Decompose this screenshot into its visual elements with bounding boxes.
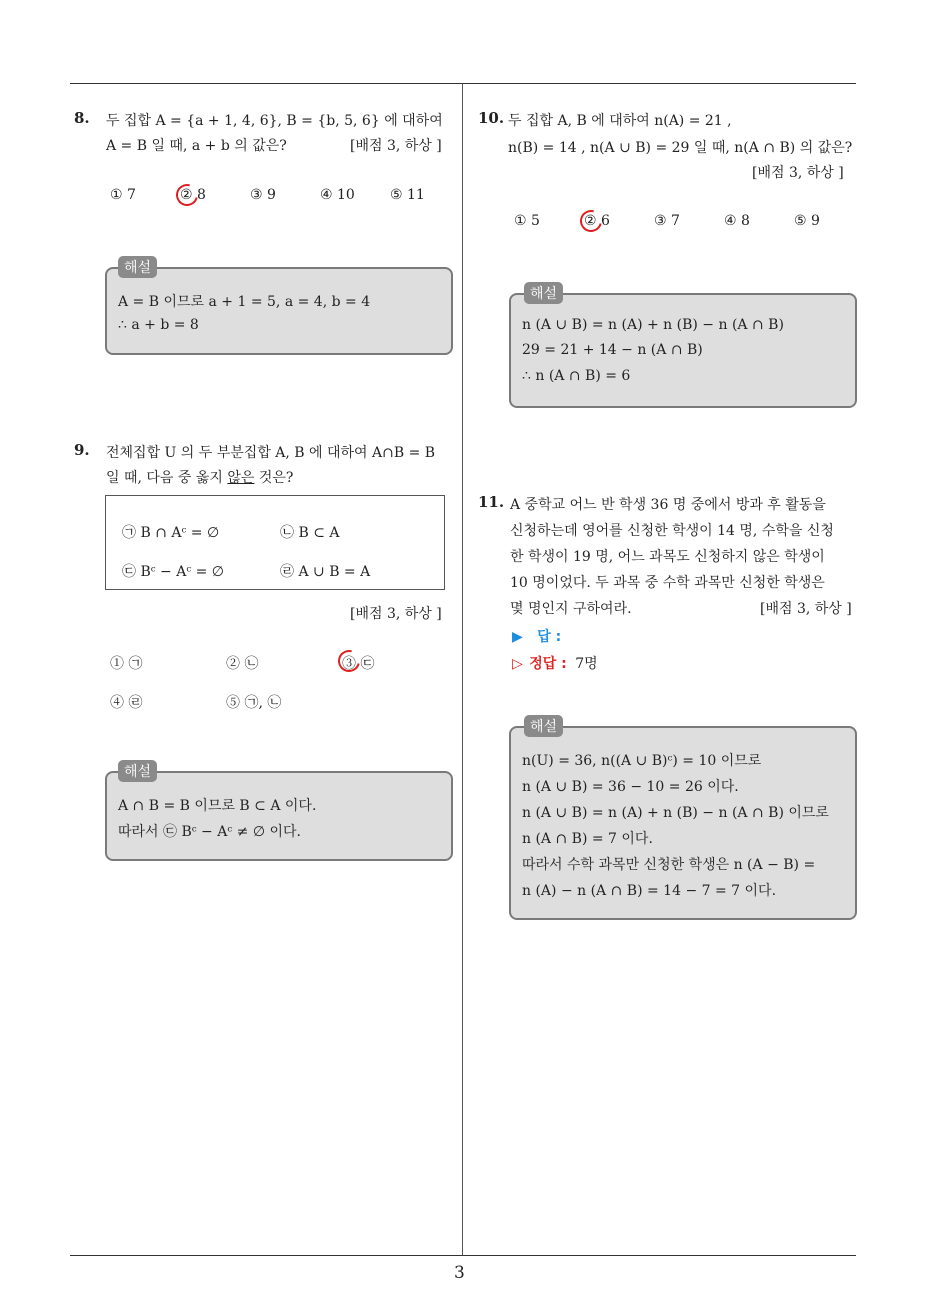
- q8-number: 8.: [74, 109, 90, 127]
- q9-line2-a: 일 때, 다음 중 옳지: [106, 470, 228, 486]
- q11-line3: 한 학생이 19 명, 어느 과목도 신청하지 않은 학생이: [510, 549, 825, 565]
- q9-number: 9.: [74, 441, 90, 459]
- q10-number: 10.: [478, 109, 505, 127]
- q9-choice-4[interactable]: ④ ㉣: [110, 695, 143, 711]
- bottom-rule: [70, 1255, 856, 1256]
- q8-choice-4[interactable]: ④ 10: [320, 187, 355, 203]
- q11-line1: A 중학교 어느 반 학생 36 명 중에서 방과 후 활동을: [510, 497, 826, 513]
- q10-solution-line3: ∴ n (A ∩ B) = 6: [522, 368, 631, 384]
- q10-score: [배점 3, 하상 ]: [752, 165, 844, 181]
- q9-box-item-3: ㉢ Bᶜ − Aᶜ = ∅: [122, 564, 224, 580]
- page-number: 3: [454, 1263, 465, 1283]
- q11-line2: 신청하는데 영어를 신청한 학생이 14 명, 수학을 신청: [510, 523, 834, 539]
- q9-choice-3[interactable]: ③ ㉢: [342, 656, 375, 672]
- q8-score: [배점 3, 하상 ]: [350, 138, 442, 154]
- q9-choice-1[interactable]: ① ㉠: [110, 656, 143, 672]
- q11-correct-label: 정답 :: [529, 656, 567, 672]
- q9-box-item-2: ㉡ B ⊂ A: [280, 525, 340, 541]
- q10-line1: 두 집합 A, B 에 대하여 n(A) = 21 ,: [508, 113, 732, 129]
- q9-score: [배점 3, 하상 ]: [350, 606, 442, 622]
- q10-choice-3[interactable]: ③ 7: [654, 213, 680, 229]
- q11-solution-tag: 해설: [524, 715, 563, 737]
- q11-line4: 10 명이었다. 두 과목 중 수학 과목만 신청한 학생은: [510, 575, 825, 591]
- q9-choice-2[interactable]: ② ㉡: [226, 656, 259, 672]
- q11-solution-line4: n (A ∩ B) = 7 이다.: [522, 831, 653, 847]
- q9-choice-5[interactable]: ⑤ ㉠, ㉡: [226, 695, 282, 711]
- q11-line5: 몇 명인지 구하여라.: [510, 601, 632, 617]
- q8-line1: 두 집합 A = {a + 1, 4, 6}, B = {b, 5, 6} 에 대하여: [106, 113, 443, 129]
- q8-choice-5[interactable]: ⑤ 11: [390, 187, 425, 203]
- q11-solution-line6: n (A) − n (A ∩ B) = 14 − 7 = 7 이다.: [522, 883, 777, 899]
- q11-number: 11.: [478, 493, 505, 511]
- q10-choice-4[interactable]: ④ 8: [724, 213, 750, 229]
- play-arrow-icon: ▶: [512, 629, 523, 645]
- q11-correct-value: 7명: [575, 656, 598, 672]
- q8-line2: A = B 일 때, a + b 의 값은?: [106, 138, 287, 154]
- q8-solution-tag: 해설: [118, 256, 157, 278]
- q10-solution-line2: 29 = 21 + 14 − n (A ∩ B): [522, 342, 703, 358]
- q10-solution-line1: n (A ∪ B) = n (A) + n (B) − n (A ∩ B): [522, 317, 784, 333]
- q10-choice-5[interactable]: ⑤ 9: [794, 213, 820, 229]
- q9-solution-line1: A ∩ B = B 이므로 B ⊂ A 이다.: [118, 798, 317, 814]
- q9-solution-box: [105, 771, 453, 861]
- q11-solution-line5: 따라서 수학 과목만 신청한 학생은 n (A − B) =: [522, 857, 816, 873]
- q10-choice-1[interactable]: ① 5: [514, 213, 540, 229]
- q8-solution-line1: A = B 이므로 a + 1 = 5, a = 4, b = 4: [118, 294, 371, 310]
- q10-answer-mark: [576, 206, 606, 236]
- q11-score: [배점 3, 하상 ]: [760, 601, 852, 617]
- q8-solution-line2: ∴ a + b = 8: [118, 317, 199, 333]
- q10-solution-tag: 해설: [524, 282, 563, 304]
- q11-answer-row: [512, 626, 561, 646]
- q9-solution-tag: 해설: [118, 760, 157, 782]
- top-rule: [70, 83, 856, 84]
- q10-line2: n(B) = 14 , n(A ∪ B) = 29 일 때, n(A ∩ B) 의 값은?: [508, 140, 853, 156]
- q11-solution-line2: n (A ∪ B) = 36 − 10 = 26 이다.: [522, 779, 739, 795]
- q8-choice-1[interactable]: ① 7: [110, 187, 136, 203]
- q11-solution-line1: n(U) = 36, n((A ∪ B)ᶜ) = 10 이므로: [522, 753, 762, 769]
- q9-line1: 전체집합 U 의 두 부분집합 A, B 에 대하여 A∩B = B: [106, 445, 436, 461]
- q10-choice-2[interactable]: ② 6: [584, 213, 610, 229]
- column-divider: [462, 84, 463, 1256]
- q11-correct-row: [512, 653, 598, 673]
- q8-choice-3[interactable]: ③ 9: [250, 187, 276, 203]
- q11-answer-label: 답 :: [537, 629, 562, 645]
- q8-answer-mark: [172, 180, 202, 210]
- q9-solution-line2: 따라서 ㉢ Bᶜ − Aᶜ ≠ ∅ 이다.: [118, 824, 301, 840]
- outline-arrow-icon: ▷: [512, 656, 523, 672]
- q9-line2-underlined: 않은: [227, 470, 255, 486]
- q9-line2-b: 것은?: [254, 470, 294, 486]
- q9-line2: [106, 467, 293, 487]
- q9-box-item-4: ㉣ A ∪ B = A: [280, 564, 371, 580]
- q8-choice-2[interactable]: ② 8: [180, 187, 206, 203]
- q9-box-item-1: ㉠ B ∩ Aᶜ = ∅: [122, 525, 220, 541]
- q11-solution-line3: n (A ∪ B) = n (A) + n (B) − n (A ∩ B) 이므로: [522, 805, 829, 821]
- q8-solution-box: [105, 267, 453, 355]
